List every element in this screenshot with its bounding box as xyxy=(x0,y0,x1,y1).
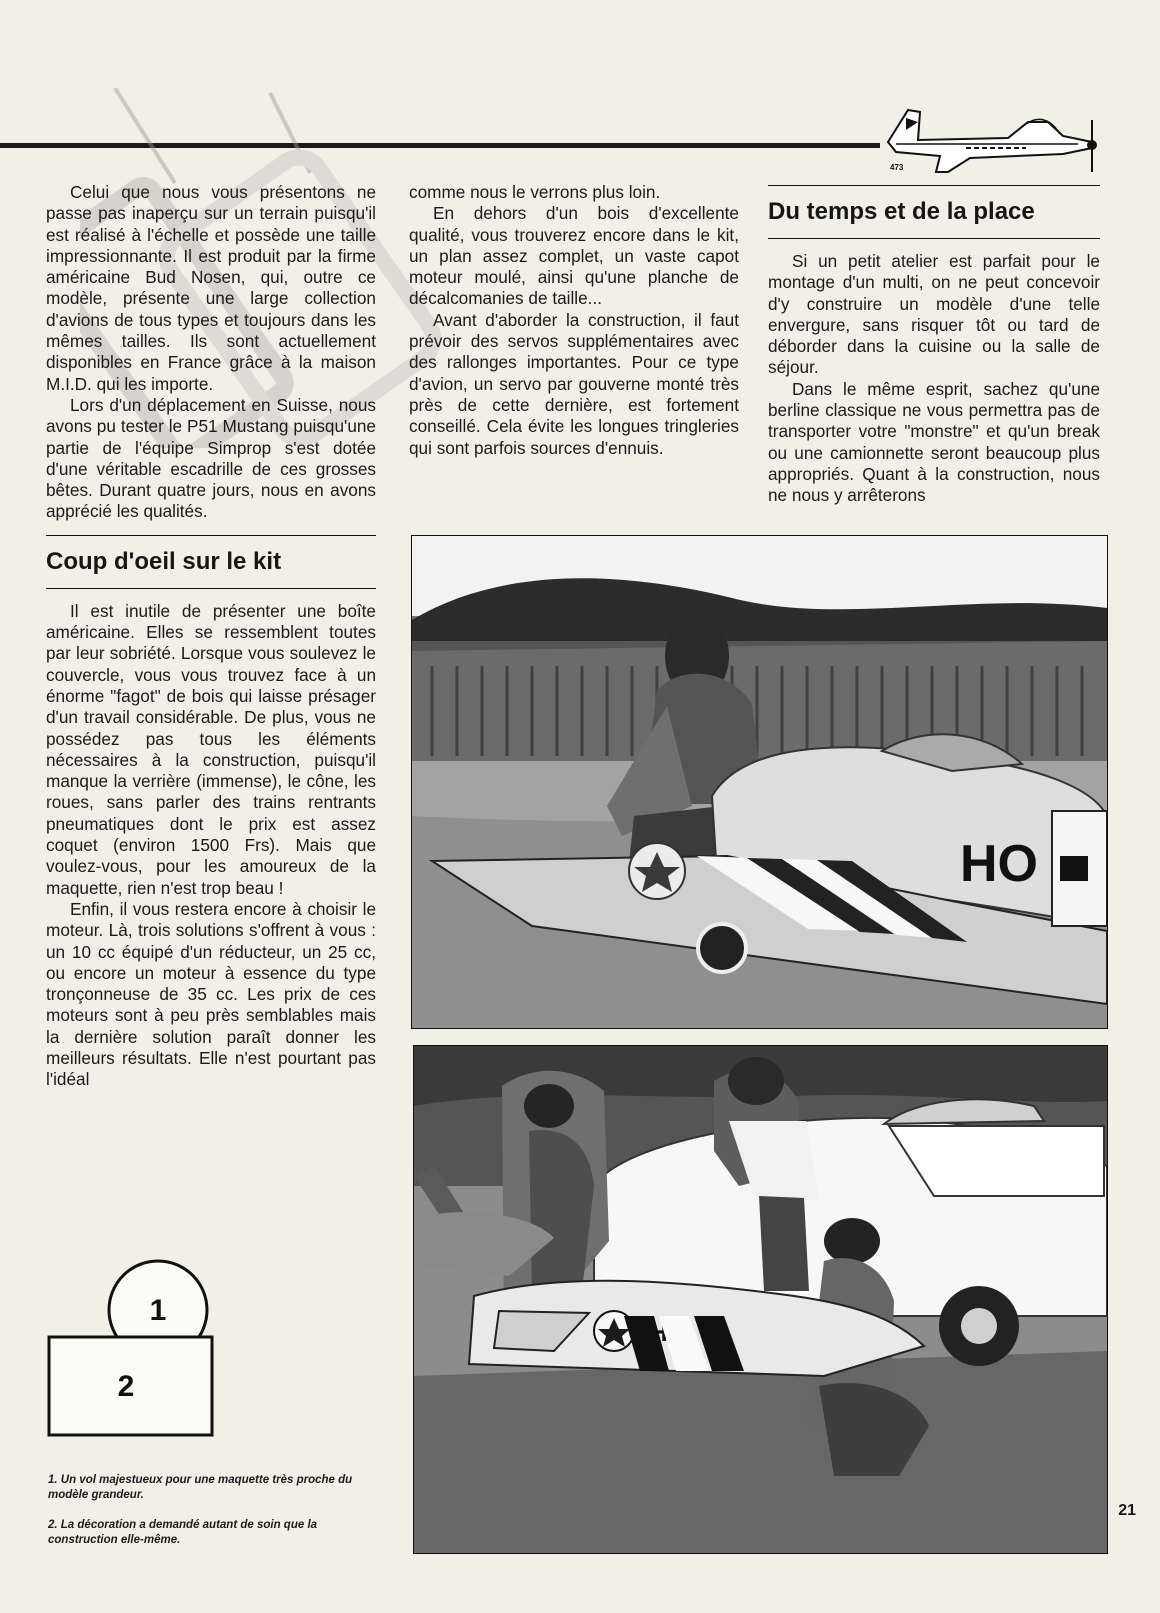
photo-team-preparation xyxy=(413,1045,1108,1554)
article-paragraph: Il est inutile de présenter une boîte américaine. Elles se ressemblent toutes par leur sobriété. Lorsque vous soulevez le couvercle, vous vous trouvez face à un énorme "fagot" de bois qui laisse présager d'un travail considérable. De plus, vous ne possédez pas tous les éléments nécessaires à la construction, puisqu'il manque la verrière (immense), le cône, les roues, sans parler des trains rentrants pneumatiques dont le prix est assez coquet (environ 1500 Frs). Mais que voulez-vous, pour les amoureux de la maquette, rien n'est trop beau ! xyxy=(46,600,376,898)
article-paragraph: Celui que nous vous présentons ne passe pas inaperçu sur un terrain puisqu'il est réalisé à l'échelle et possède une taille impressionnante. Il est produit par la firme américaine Bud Nosen, qui, outre ce modèle, présente une large collection d'avions de tous types et toujours dans les mêmes tailles. Ils sont actuellement disponibles en France grâce à la maison M.I.D. qui les importe. xyxy=(46,182,376,394)
caption-photo-1: 1. Un vol majestueux pour une maquette très proche du modèle grandeur. xyxy=(48,1474,353,1501)
photo-layout-diagram xyxy=(46,1258,218,1440)
article-paragraph: Si un petit atelier est parfait pour le montage d'un multi, on ne peut concevoir d'y construire un modèle d'une telle envergure, sans risquer tôt ou tard de déborder dans la cuisine ou la salle de séjour. xyxy=(768,251,1100,378)
article-column-2 xyxy=(409,182,739,459)
article-paragraph: comme nous le verrons plus loin. xyxy=(409,182,661,202)
header-plane-icon xyxy=(878,100,1104,192)
plane-code-text: HO xyxy=(960,835,1038,893)
article-paragraph: Dans le même esprit, sachez qu'une berline classique ne vous permettra pas de transporter votre "monstre" et qu'un break ou une camionnette seront beaucoup plus appropriés. Quant à la construction, nous ne nous y arrêterons xyxy=(768,378,1100,506)
caption-photo-2: 2. La décoration a demandé autant de soin que la construction elle-même. xyxy=(48,1519,318,1546)
section-title-time-space: Du temps et de la place xyxy=(768,185,1100,239)
article-paragraph: En dehors d'un bois d'excellente qualité, vous trouverez encore dans le kit, un plan assez complet, un vaste capot moteur moulé, ainsi qu'une planche de décalcomanies de taille... xyxy=(409,203,739,309)
article-paragraph: Enfin, il vous restera encore à choisir le moteur. Là, trois solutions s'offrent à vous : un 10 cc équipé d'un réducteur, un 25 cc, ou encore un moteur à essence du type tronçonneuse de 35 cc. Les prix de ces moteurs sont à peu près semblables mais la dernière solution paraît donner les meilleurs résultats. Elle n'est pourtant pas l'idéal xyxy=(46,898,376,1090)
photo-mustang-model xyxy=(411,535,1108,1029)
svg-text:473: 473 xyxy=(890,163,904,172)
section-title-kit: Coup d'oeil sur le kit xyxy=(46,535,376,589)
article-paragraph: Lors d'un déplacement en Suisse, nous avons pu tester le P51 Mustang puisqu'une partie de l'équipe Simprop s'est dotée d'une véritable escadrille de ces grosses bêtes. Durant quatre jours, nous en avons apprécié les qualités. xyxy=(46,394,376,522)
diagram-label-2: 2 xyxy=(117,1370,135,1403)
article-column-3 xyxy=(768,182,1100,507)
article-column-1 xyxy=(46,182,376,1091)
page-number: 21 xyxy=(1118,1502,1136,1519)
header-rule xyxy=(0,143,880,148)
diagram-label-1: 1 xyxy=(149,1294,167,1327)
article-paragraph: Avant d'aborder la construction, il faut prévoir des servos supplémentaires avec des rallonges importantes. Pour ce type d'avion, un servo par gouverne monté très près de cette dernière, est fortement conseillé. Cela évite les longues tringleries qui sont parfois sources d'ennuis. xyxy=(409,309,739,458)
